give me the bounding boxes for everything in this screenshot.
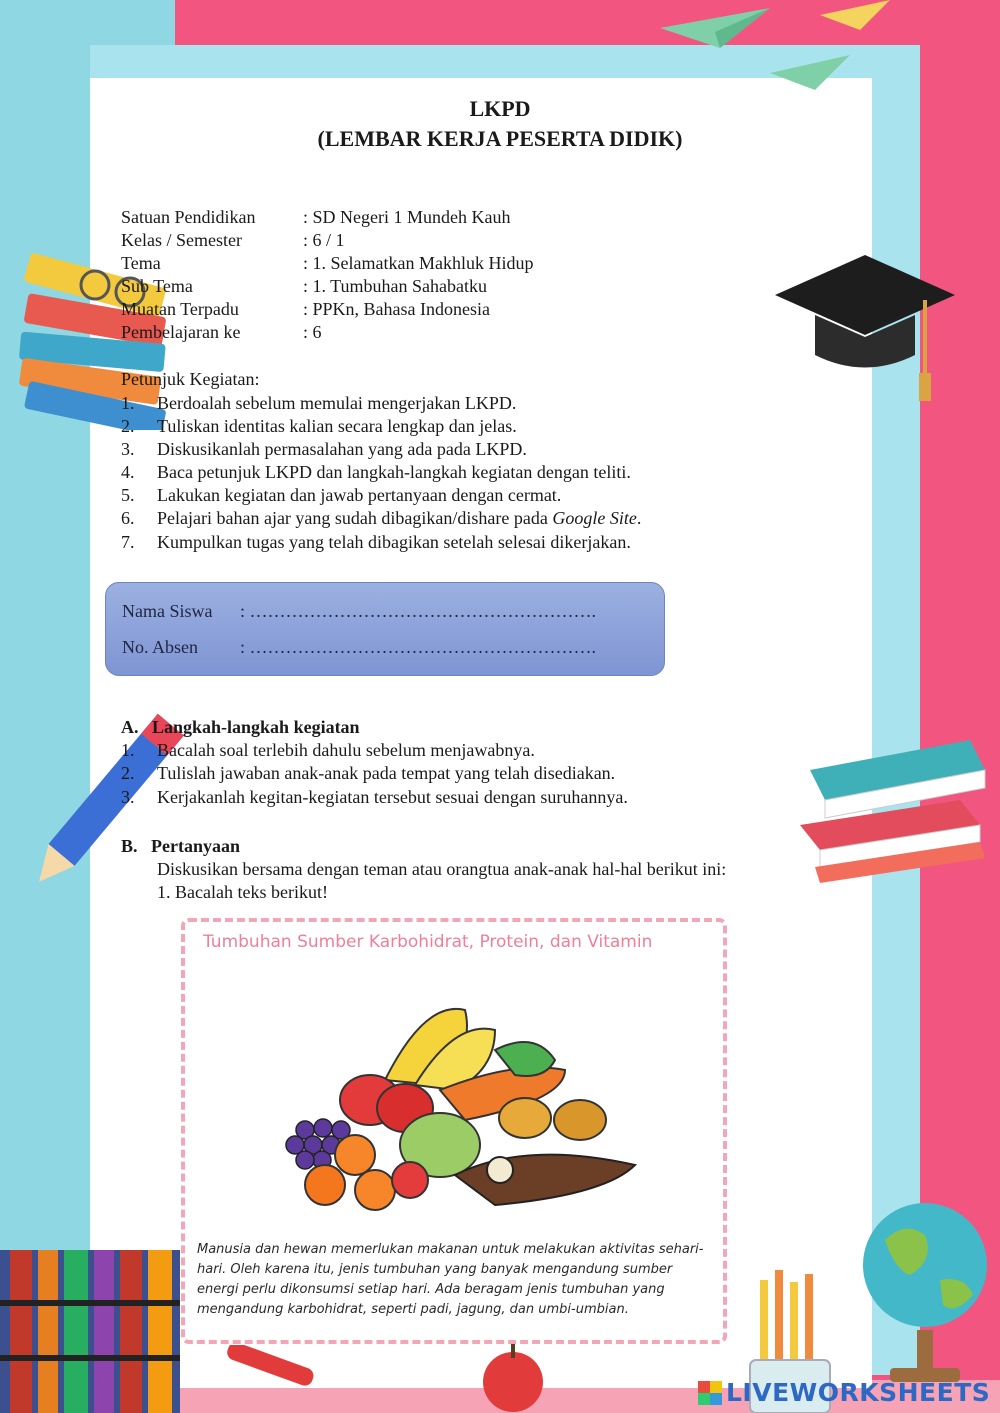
- liveworksheets-wordmark: LIVEWORKSHEETS: [726, 1378, 991, 1407]
- identity-value: : 6: [303, 322, 322, 342]
- item-number: 3.: [121, 439, 135, 459]
- instruction-item: [121, 439, 527, 460]
- section-b-heading: B. Pertanyaan: [121, 836, 240, 856]
- books-stack-icon: [790, 730, 990, 890]
- bookshelf-icon: [0, 1250, 180, 1413]
- paper-plane-icon: [820, 0, 890, 30]
- paper-plane-icon: [770, 55, 850, 90]
- identity-row: [121, 253, 533, 274]
- paper-plane-icon: [660, 8, 770, 48]
- item-number: 5.: [121, 485, 135, 505]
- identity-row: [121, 230, 345, 251]
- page-subtitle: (LEMBAR KERJA PESERTA DIDIK): [317, 126, 683, 151]
- item-text: Tulislah jawaban anak-anak pada tempat yang telah disediakan.: [157, 763, 616, 783]
- item-text: Lakukan kegiatan dan jawab pertanyaan dengan cermat.: [157, 485, 562, 505]
- identity-row: [121, 207, 510, 228]
- scissors-icon: [225, 1345, 315, 1413]
- section-b-intro: Diskusikan bersama dengan teman atau orangtua anak-anak hal-hal berikut ini:: [157, 859, 727, 879]
- instruction-item: [121, 462, 631, 483]
- section-a-item: [121, 740, 535, 761]
- item-number: 1.: [121, 740, 135, 760]
- reading-card-title: Tumbuhan Sumber Karbohidrat, Protein, dan Vitamin: [203, 932, 653, 952]
- section-a-item: [121, 787, 628, 808]
- student-absen-label: No. Absen: [122, 637, 198, 657]
- page-title: LKPD: [469, 96, 531, 121]
- student-name-label: Nama Siswa: [122, 601, 213, 621]
- identity-row: [121, 276, 487, 297]
- reading-card-text: Manusia dan hewan memerlukan makanan untuk melakukan aktivitas sehari-hari. Oleh karena itu, jenis tumbuhan yang banyak mengandung sumber energi perlu dikonsumsi setiap hari. Ada beragam jenis tumbuhan yang mengandung karbohidrat, seperti padi, jagung, dan umbi-umbian.: [197, 1242, 704, 1317]
- item-text: Bacalah soal terlebih dahulu sebelum menjawabnya.: [157, 740, 535, 760]
- apple-icon: [478, 1342, 548, 1413]
- identity-label: Muatan Terpadu: [121, 299, 239, 319]
- instructions-heading: Petunjuk Kegiatan:: [121, 369, 260, 389]
- item-text: Diskusikanlah permasalahan yang ada pada LKPD.: [157, 439, 527, 459]
- student-name-row[interactable]: [122, 601, 596, 622]
- instruction-item: [121, 393, 516, 414]
- student-absen-row[interactable]: [122, 637, 596, 658]
- item-text: Baca petunjuk LKPD dan langkah-langkah kegiatan dengan teliti.: [157, 462, 631, 482]
- identity-row: [121, 299, 490, 320]
- item-number: 7.: [121, 532, 135, 552]
- item-number: 1.: [121, 393, 135, 413]
- section-a-item: [121, 763, 615, 784]
- identity-value: : 6 / 1: [303, 230, 345, 250]
- identity-value: : PPKn, Bahasa Indonesia: [303, 299, 490, 319]
- instruction-item: [121, 532, 631, 553]
- item-text: Pelajari bahan ajar yang sudah dibagikan/dishare pada: [157, 508, 553, 528]
- section-a-heading: A. Langkah-langkah kegiatan: [121, 717, 360, 737]
- student-identity-box: [105, 582, 665, 676]
- identity-label: Sub Tema: [121, 276, 193, 296]
- item-text: Tuliskan identitas kalian secara lengkap dan jelas.: [157, 416, 517, 436]
- identity-value: : SD Negeri 1 Mundeh Kauh: [303, 207, 511, 227]
- identity-label: Tema: [121, 253, 161, 273]
- item-number: 6.: [121, 508, 135, 528]
- identity-value: : 1. Tumbuhan Sahabatku: [303, 276, 488, 296]
- item-number: 2.: [121, 763, 135, 783]
- item-text: Berdoalah sebelum memulai mengerjakan LKPD.: [157, 393, 517, 413]
- identity-value: : 1. Selamatkan Makhluk Hidup: [303, 253, 534, 273]
- item-number: 4.: [121, 462, 135, 482]
- item-text: Kumpulkan tugas yang telah dibagikan setelah selesai dikerjakan.: [157, 532, 631, 552]
- globe-icon: [855, 1190, 995, 1390]
- vegetables-fruits-illustration: [265, 990, 645, 1230]
- reading-card: [181, 918, 727, 1344]
- student-absen-field[interactable]: : ………………………………………………….: [240, 637, 597, 657]
- liveworksheets-logo: [698, 1378, 990, 1407]
- identity-label: Kelas / Semester: [121, 230, 242, 250]
- graduation-cap-icon: [775, 255, 955, 405]
- instruction-item: [121, 416, 517, 437]
- student-name-field[interactable]: : ………………………………………………….: [240, 601, 597, 621]
- identity-row: [121, 322, 322, 343]
- item-emphasis: Google Site: [552, 508, 637, 528]
- identity-label: Satuan Pendidikan: [121, 207, 256, 227]
- item-tail: .: [636, 508, 642, 528]
- instruction-item: [121, 508, 641, 529]
- liveworksheets-logo-icon: [698, 1381, 722, 1405]
- section-b-step: 1. Bacalah teks berikut!: [157, 882, 328, 902]
- item-number: 3.: [121, 787, 135, 807]
- instruction-item: [121, 485, 561, 506]
- item-text: Kerjakanlah kegitan-kegiatan tersebut sesuai dengan suruhannya.: [157, 787, 628, 807]
- identity-label: Pembelajaran ke: [121, 322, 241, 342]
- item-number: 2.: [121, 416, 135, 436]
